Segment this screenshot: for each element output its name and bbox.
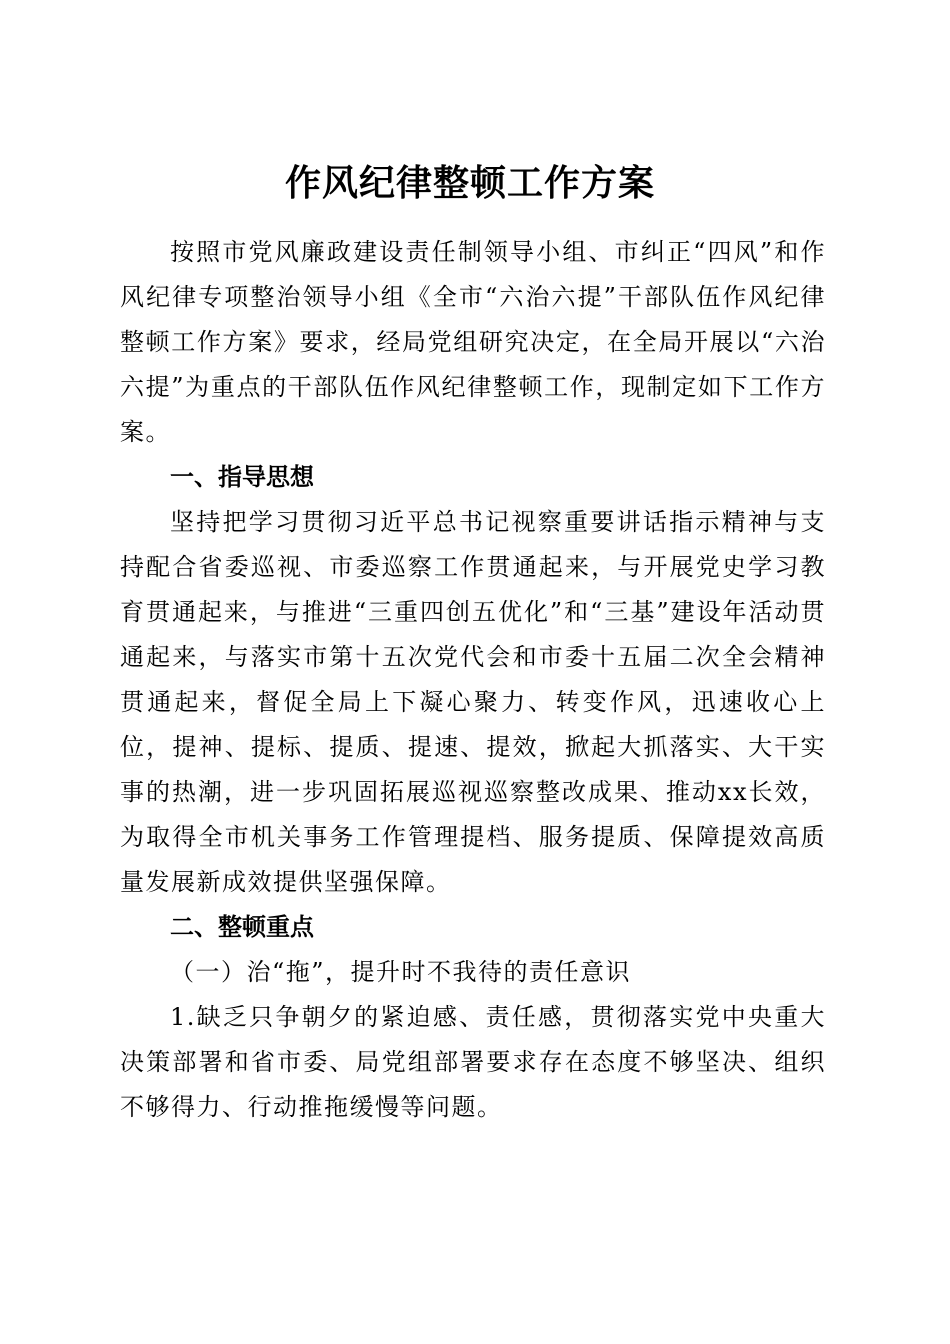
document-body [120, 230, 826, 1130]
section-heading-guiding-ideology: 一、指导思想 [170, 463, 314, 491]
section-heading-rectification-focus: 二、整顿重点 [170, 913, 314, 941]
guiding-ideology-paragraph: 坚持把学习贯彻习近平总书记视察重要讲话指示精神与支持配合省委巡视、市委巡察工作贯通起来，与开展党史学习教育贯通起来，与推进“三重四创五优化”和“三基”建设年活动贯通起来，与落实市第十五次党代会和市委十五届二次全会精神贯通起来，督促全局上下凝心聚力、转变作风，迅速收心上位，提神、提标、提质、提速、提效，掀起大抓落实、大干实事的热潮，进一步巩固拓展巡视巡察整改成果、推动xx长效，为取得全市机关事务工作管理提档、服务提质、保障提效高质量发展新成效提供坚强保障。 [120, 508, 826, 896]
document-title: 作风纪律整顿工作方案 [284, 162, 655, 205]
subsection-heading-delay: （一）治“拖”，提升时不我待的责任意识 [170, 958, 632, 986]
item-1-paragraph: 1.缺乏只争朝夕的紧迫感、责任感，贯彻落实党中央重大决策部署和省市委、局党组部署要求存在态度不够坚决、组织不够得力、行动推拖缓慢等问题。 [120, 1003, 826, 1121]
intro-paragraph: 按照市党风廉政建设责任制领导小组、市纠正“四风”和作风纪律专项整治领导小组《全市“六治六提”干部队伍作风纪律整顿工作方案》要求，经局党组研究决定，在全局开展以“六治六提”为重点的干部队伍作风纪律整顿工作，现制定如下工作方案。 [120, 238, 826, 446]
